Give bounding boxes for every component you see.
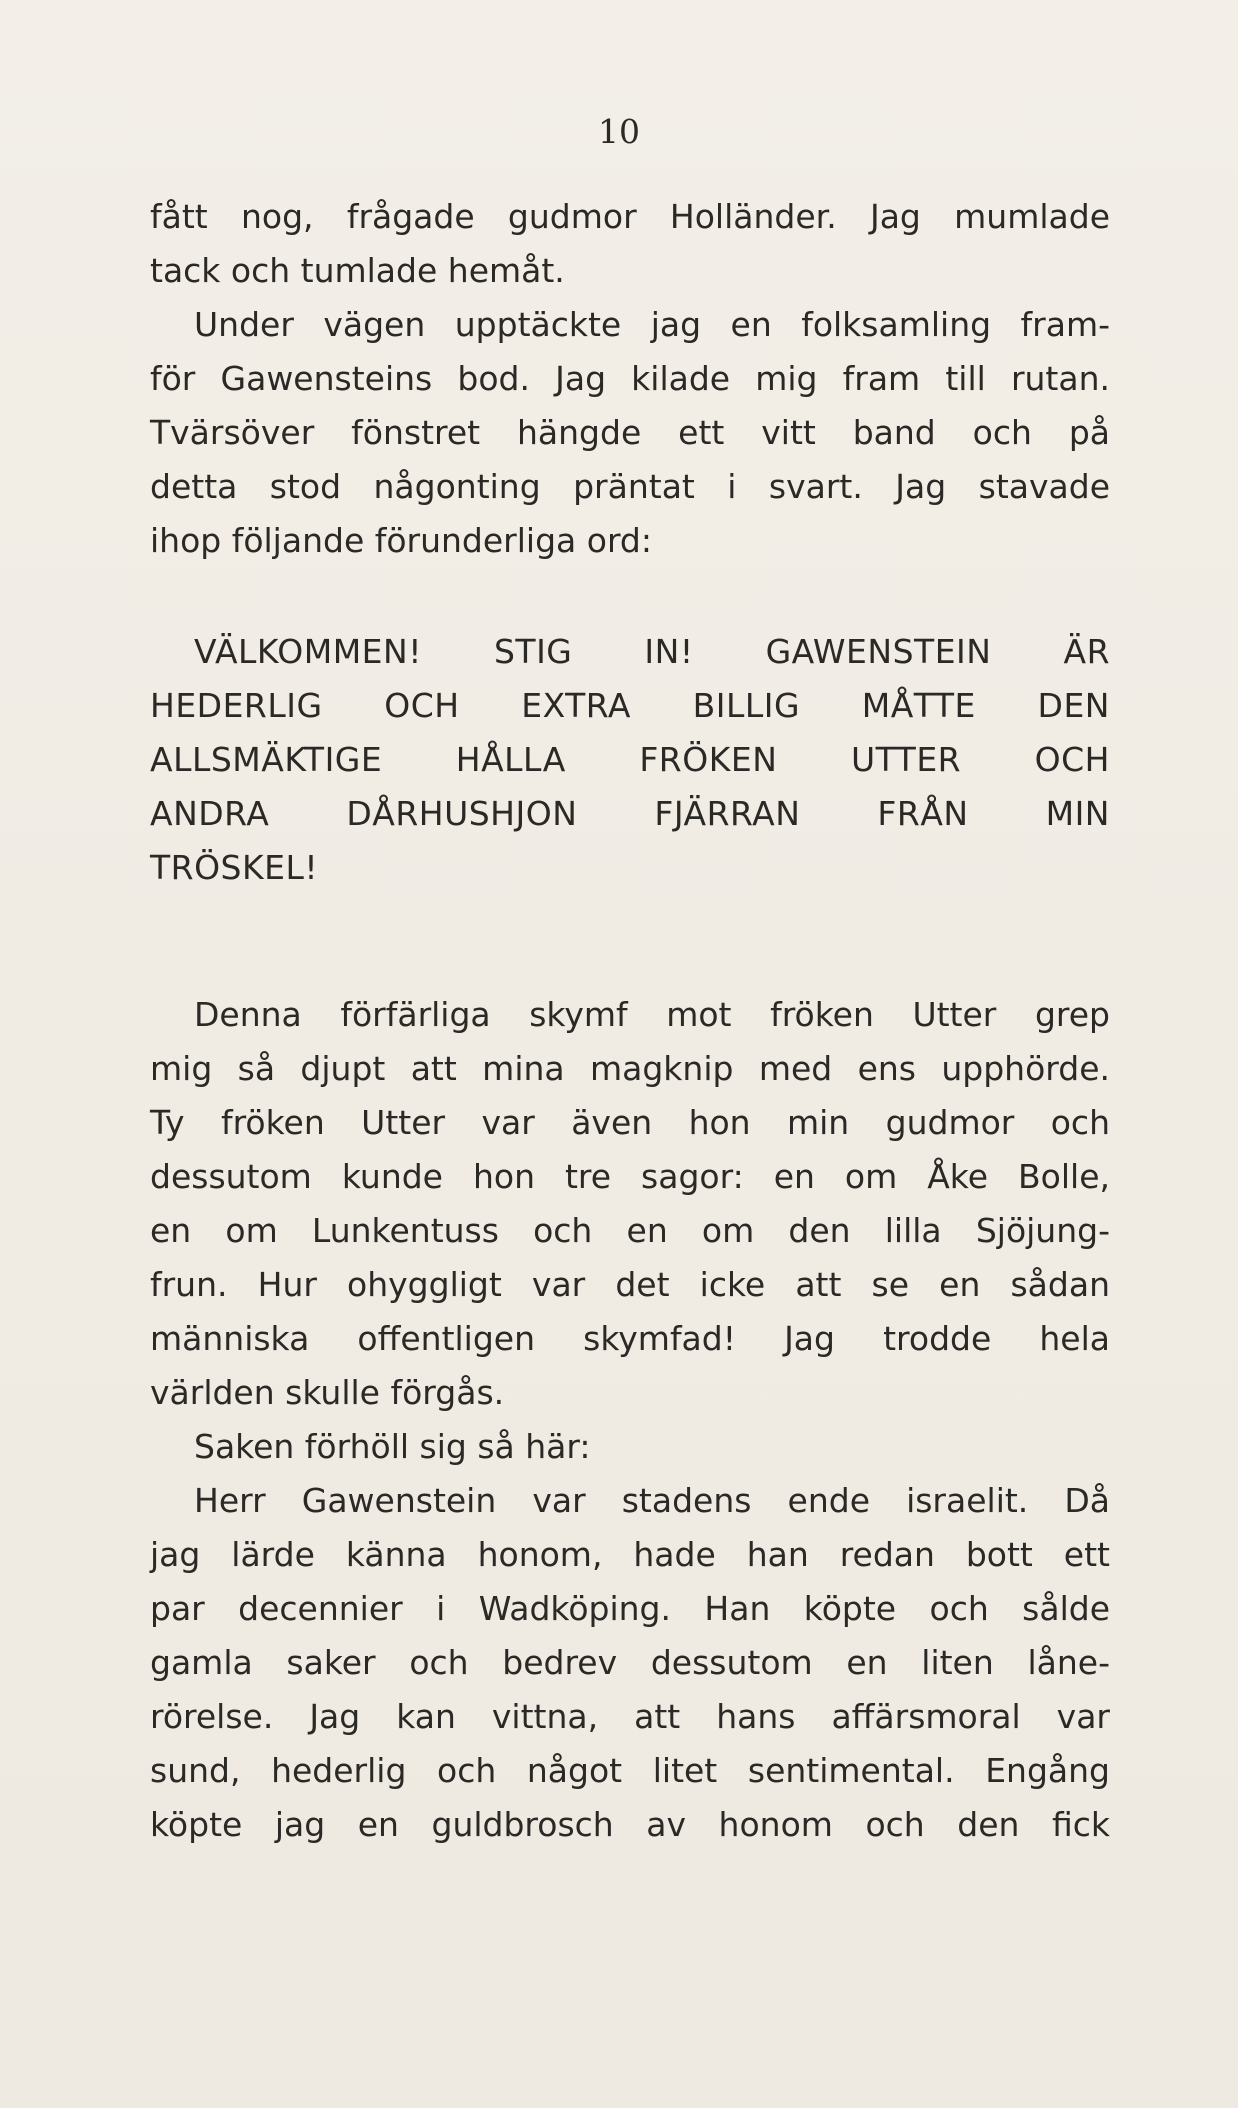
text-line: ANDRA DÅRHUSHJON FJÄRRAN FRÅN MIN bbox=[150, 794, 1110, 833]
text-line: världen skulle förgås. bbox=[150, 1373, 505, 1412]
text-line: rörelse. Jag kan vittna, att hans affärsmoral var bbox=[150, 1697, 1110, 1736]
text-line: dessutom kunde hon tre sagor: en om Åke Bolle, bbox=[150, 1157, 1110, 1196]
text-line: för Gawensteins bod. Jag kilade mig fram till rutan. bbox=[150, 359, 1110, 398]
paragraph-1 bbox=[150, 190, 1110, 298]
text-line: jag lärde känna honom, hade han redan bott ett bbox=[150, 1535, 1110, 1574]
text-line: frun. Hur ohyggligt var det icke att se en sådan bbox=[150, 1265, 1110, 1304]
text-line: detta stod någonting präntat i svart. Jag stavade bbox=[150, 467, 1110, 506]
text-line: en om Lunkentuss och en om den lilla Sjöjung- bbox=[150, 1211, 1110, 1250]
text-line: människa offentligen skymfad! Jag trodde hela bbox=[150, 1319, 1110, 1358]
text-line: Saken förhöll sig så här: bbox=[194, 1427, 591, 1466]
text-line: köpte jag en guldbrosch av honom och den fick bbox=[150, 1805, 1110, 1844]
text-line: TRÖSKEL! bbox=[150, 848, 319, 887]
sign-text-block bbox=[150, 625, 1110, 895]
text-line: mig så djupt att mina magknip med ens upphörde. bbox=[150, 1049, 1110, 1088]
text-line: HEDERLIG OCH EXTRA BILLIG MÅTTE DEN bbox=[150, 686, 1110, 725]
text-line: Herr Gawenstein var stadens ende israelit. Då bbox=[194, 1481, 1110, 1520]
text-line: Denna förfärliga skymf mot fröken Utter grep bbox=[194, 995, 1110, 1034]
text-line: tack och tumlade hemåt. bbox=[150, 251, 565, 290]
paragraph-3 bbox=[150, 988, 1110, 1420]
text-line: Tvärsöver fönstret hängde ett vitt band och på bbox=[150, 413, 1110, 452]
page-number: 10 bbox=[598, 112, 640, 151]
paragraph-2 bbox=[150, 298, 1110, 568]
text-line: par decennier i Wadköping. Han köpte och sålde bbox=[150, 1589, 1110, 1628]
paragraph-5 bbox=[150, 1474, 1110, 1852]
text-block-lower bbox=[150, 988, 1110, 1852]
text-line: Ty fröken Utter var även hon min gudmor och bbox=[150, 1103, 1110, 1142]
text-line: ihop följande förunderliga ord: bbox=[150, 521, 652, 560]
text-line: ALLSMÄKTIGE HÅLLA FRÖKEN UTTER OCH bbox=[150, 740, 1110, 779]
text-line: VÄLKOMMEN! STIG IN! GAWENSTEIN ÄR bbox=[194, 632, 1110, 671]
text-line: Under vägen upptäckte jag en folksamling fram- bbox=[194, 305, 1110, 344]
text-line: sund, hederlig och något litet sentimental. Engång bbox=[150, 1751, 1110, 1790]
text-line: fått nog, frågade gudmor Holländer. Jag mumlade bbox=[150, 197, 1110, 236]
text-block-upper bbox=[150, 190, 1110, 568]
text-line: gamla saker och bedrev dessutom en liten låne- bbox=[150, 1643, 1110, 1682]
paragraph-4 bbox=[150, 1420, 1110, 1474]
